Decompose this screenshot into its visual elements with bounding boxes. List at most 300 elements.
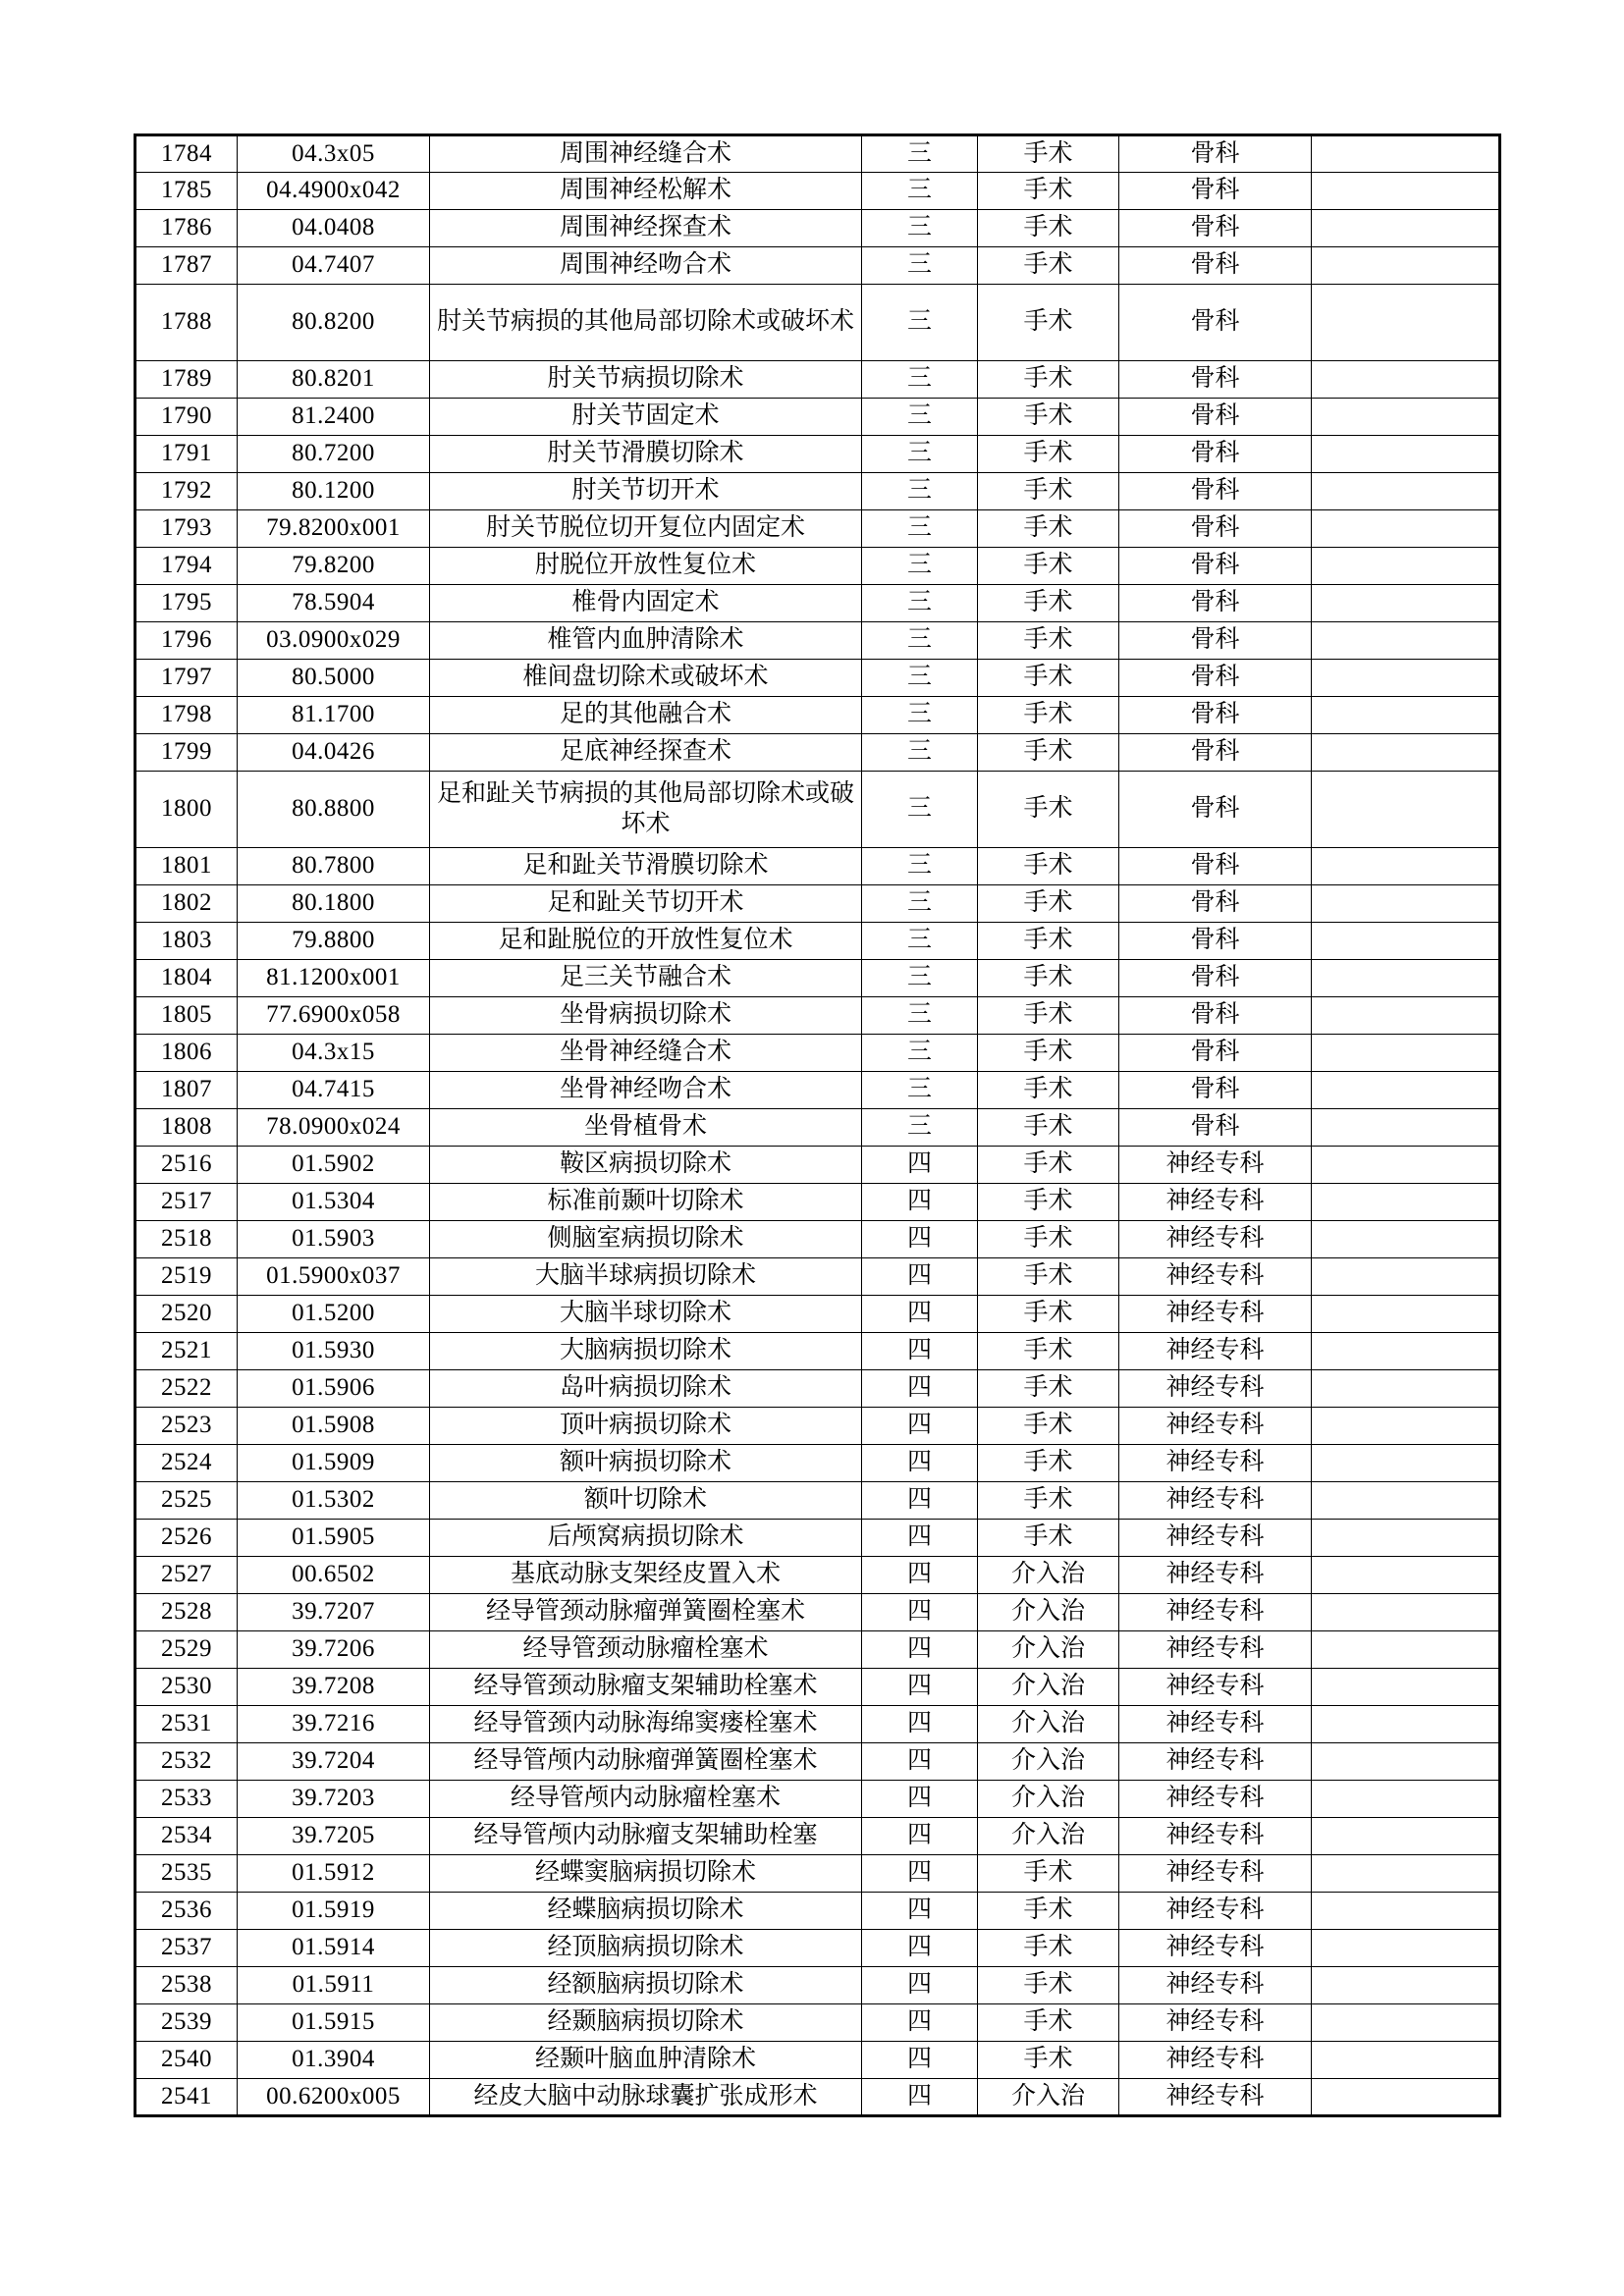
cell-procedure-name: 足的其他融合术	[430, 697, 862, 734]
cell-department: 神经专科	[1119, 1893, 1312, 1930]
cell-remark	[1312, 1930, 1500, 1967]
cell-department: 神经专科	[1119, 1445, 1312, 1482]
table-row	[135, 2004, 1500, 2042]
cell-procedure-code: 01.3904	[238, 2042, 430, 2079]
cell-category: 介入治	[978, 1743, 1119, 1781]
cell-category: 手术	[978, 1184, 1119, 1221]
cell-procedure-code: 00.6200x005	[238, 2079, 430, 2116]
cell-level: 四	[862, 2079, 978, 2116]
cell-procedure-code: 01.5908	[238, 1408, 430, 1445]
table-row	[135, 1818, 1500, 1855]
cell-remark	[1312, 1035, 1500, 1072]
cell-serial-number: 1786	[135, 210, 238, 247]
cell-remark	[1312, 660, 1500, 697]
cell-procedure-name: 经蝶脑病损切除术	[430, 1893, 862, 1930]
cell-department: 骨科	[1119, 285, 1312, 361]
cell-remark	[1312, 510, 1500, 548]
table-row	[135, 436, 1500, 473]
cell-procedure-code: 81.1200x001	[238, 960, 430, 997]
cell-category: 手术	[978, 399, 1119, 436]
cell-level: 三	[862, 1109, 978, 1147]
cell-department: 神经专科	[1119, 1296, 1312, 1333]
cell-level: 三	[862, 997, 978, 1035]
cell-category: 手术	[978, 1408, 1119, 1445]
cell-category: 手术	[978, 1967, 1119, 2004]
cell-category: 介入治	[978, 1631, 1119, 1669]
cell-procedure-code: 80.8201	[238, 361, 430, 399]
cell-serial-number: 1796	[135, 622, 238, 660]
cell-procedure-name: 经导管颅内动脉瘤支架辅助栓塞	[430, 1818, 862, 1855]
table-row	[135, 548, 1500, 585]
cell-serial-number: 2532	[135, 1743, 238, 1781]
table-row	[135, 772, 1500, 848]
cell-serial-number: 2533	[135, 1781, 238, 1818]
cell-procedure-code: 80.5000	[238, 660, 430, 697]
cell-remark	[1312, 285, 1500, 361]
cell-category: 手术	[978, 772, 1119, 848]
cell-department: 骨科	[1119, 510, 1312, 548]
cell-procedure-name: 鞍区病损切除术	[430, 1147, 862, 1184]
cell-level: 三	[862, 247, 978, 285]
cell-procedure-name: 足三关节融合术	[430, 960, 862, 997]
cell-serial-number: 1785	[135, 173, 238, 210]
cell-remark	[1312, 1743, 1500, 1781]
cell-remark	[1312, 1370, 1500, 1408]
table-row	[135, 848, 1500, 885]
cell-procedure-name: 侧脑室病损切除术	[430, 1221, 862, 1258]
cell-serial-number: 2516	[135, 1147, 238, 1184]
cell-level: 四	[862, 1855, 978, 1893]
cell-remark	[1312, 1967, 1500, 2004]
cell-department: 神经专科	[1119, 1333, 1312, 1370]
cell-remark	[1312, 1520, 1500, 1557]
cell-department: 神经专科	[1119, 1781, 1312, 1818]
cell-procedure-code: 04.3x05	[238, 135, 430, 173]
cell-level: 三	[862, 399, 978, 436]
cell-category: 手术	[978, 173, 1119, 210]
table-row	[135, 1893, 1500, 1930]
cell-procedure-code: 80.8800	[238, 772, 430, 848]
cell-category: 手术	[978, 1333, 1119, 1370]
cell-procedure-code: 39.7204	[238, 1743, 430, 1781]
cell-remark	[1312, 1706, 1500, 1743]
table-row	[135, 923, 1500, 960]
cell-department: 骨科	[1119, 210, 1312, 247]
cell-procedure-code: 01.5911	[238, 1967, 430, 2004]
cell-serial-number: 1802	[135, 885, 238, 923]
cell-level: 四	[862, 1221, 978, 1258]
cell-level: 三	[862, 473, 978, 510]
cell-serial-number: 1787	[135, 247, 238, 285]
cell-remark	[1312, 1893, 1500, 1930]
cell-level: 四	[862, 1333, 978, 1370]
cell-department: 神经专科	[1119, 1706, 1312, 1743]
cell-procedure-name: 周围神经缝合术	[430, 135, 862, 173]
cell-serial-number: 1806	[135, 1035, 238, 1072]
cell-level: 四	[862, 1557, 978, 1594]
table-row	[135, 1967, 1500, 2004]
cell-level: 四	[862, 1967, 978, 2004]
cell-serial-number: 1795	[135, 585, 238, 622]
cell-category: 手术	[978, 1370, 1119, 1408]
cell-department: 神经专科	[1119, 1147, 1312, 1184]
cell-serial-number: 2540	[135, 2042, 238, 2079]
cell-serial-number: 1788	[135, 285, 238, 361]
cell-remark	[1312, 399, 1500, 436]
cell-department: 神经专科	[1119, 1930, 1312, 1967]
cell-category: 手术	[978, 361, 1119, 399]
cell-department: 骨科	[1119, 585, 1312, 622]
cell-procedure-code: 01.5902	[238, 1147, 430, 1184]
table-row	[135, 1930, 1500, 1967]
cell-level: 四	[862, 1520, 978, 1557]
table-row	[135, 510, 1500, 548]
cell-serial-number: 2538	[135, 1967, 238, 2004]
cell-serial-number: 1794	[135, 548, 238, 585]
cell-procedure-code: 80.7200	[238, 436, 430, 473]
cell-level: 三	[862, 285, 978, 361]
cell-procedure-code: 81.2400	[238, 399, 430, 436]
cell-level: 四	[862, 1370, 978, 1408]
table-row	[135, 285, 1500, 361]
cell-procedure-code: 03.0900x029	[238, 622, 430, 660]
cell-serial-number: 1792	[135, 473, 238, 510]
table-row	[135, 1035, 1500, 1072]
cell-remark	[1312, 1109, 1500, 1147]
cell-procedure-code: 80.8200	[238, 285, 430, 361]
cell-department: 神经专科	[1119, 2079, 1312, 2116]
cell-department: 骨科	[1119, 1072, 1312, 1109]
cell-category: 介入治	[978, 1818, 1119, 1855]
table-row	[135, 361, 1500, 399]
cell-level: 四	[862, 1743, 978, 1781]
cell-category: 手术	[978, 1520, 1119, 1557]
cell-serial-number: 1808	[135, 1109, 238, 1147]
cell-procedure-name: 经导管颈内动脉海绵窦瘘栓塞术	[430, 1706, 862, 1743]
cell-level: 三	[862, 436, 978, 473]
cell-procedure-code: 01.5914	[238, 1930, 430, 1967]
cell-procedure-name: 顶叶病损切除术	[430, 1408, 862, 1445]
cell-department: 神经专科	[1119, 1258, 1312, 1296]
cell-procedure-code: 01.5909	[238, 1445, 430, 1482]
cell-category: 手术	[978, 1855, 1119, 1893]
cell-level: 三	[862, 210, 978, 247]
cell-procedure-name: 大脑病损切除术	[430, 1333, 862, 1370]
cell-procedure-code: 01.5905	[238, 1520, 430, 1557]
cell-serial-number: 1791	[135, 436, 238, 473]
cell-procedure-code: 04.7407	[238, 247, 430, 285]
cell-remark	[1312, 923, 1500, 960]
cell-serial-number: 2518	[135, 1221, 238, 1258]
table-row	[135, 960, 1500, 997]
table-row	[135, 1520, 1500, 1557]
table-row	[135, 1109, 1500, 1147]
cell-procedure-code: 01.5906	[238, 1370, 430, 1408]
table-row	[135, 734, 1500, 772]
cell-department: 骨科	[1119, 697, 1312, 734]
cell-serial-number: 2524	[135, 1445, 238, 1482]
cell-level: 四	[862, 2004, 978, 2042]
cell-category: 手术	[978, 885, 1119, 923]
cell-procedure-name: 经颞脑病损切除术	[430, 2004, 862, 2042]
cell-category: 手术	[978, 548, 1119, 585]
table-row	[135, 1296, 1500, 1333]
cell-remark	[1312, 1072, 1500, 1109]
cell-remark	[1312, 1258, 1500, 1296]
cell-category: 手术	[978, 247, 1119, 285]
cell-procedure-name: 坐骨神经吻合术	[430, 1072, 862, 1109]
cell-department: 骨科	[1119, 772, 1312, 848]
cell-procedure-code: 01.5919	[238, 1893, 430, 1930]
cell-level: 三	[862, 173, 978, 210]
table-row	[135, 1743, 1500, 1781]
cell-serial-number: 2529	[135, 1631, 238, 1669]
cell-category: 介入治	[978, 1594, 1119, 1631]
cell-procedure-code: 80.1800	[238, 885, 430, 923]
cell-procedure-name: 足和趾脱位的开放性复位术	[430, 923, 862, 960]
cell-category: 手术	[978, 1296, 1119, 1333]
cell-department: 骨科	[1119, 399, 1312, 436]
cell-level: 三	[862, 361, 978, 399]
cell-level: 三	[862, 734, 978, 772]
cell-category: 手术	[978, 1893, 1119, 1930]
table-row	[135, 473, 1500, 510]
cell-procedure-name: 经导管颅内动脉瘤栓塞术	[430, 1781, 862, 1818]
cell-category: 手术	[978, 1072, 1119, 1109]
cell-procedure-name: 肘关节滑膜切除术	[430, 436, 862, 473]
cell-remark	[1312, 135, 1500, 173]
cell-procedure-name: 足和趾关节滑膜切除术	[430, 848, 862, 885]
cell-category: 手术	[978, 210, 1119, 247]
cell-procedure-code: 79.8200	[238, 548, 430, 585]
cell-procedure-code: 39.7216	[238, 1706, 430, 1743]
table-row	[135, 1631, 1500, 1669]
table-row	[135, 1781, 1500, 1818]
cell-procedure-code: 01.5302	[238, 1482, 430, 1520]
cell-level: 三	[862, 135, 978, 173]
cell-remark	[1312, 2042, 1500, 2079]
cell-level: 四	[862, 1594, 978, 1631]
cell-serial-number: 1784	[135, 135, 238, 173]
cell-procedure-name: 肘关节病损的其他局部切除术或破坏术	[430, 285, 862, 361]
cell-serial-number: 1797	[135, 660, 238, 697]
cell-department: 神经专科	[1119, 2042, 1312, 2079]
cell-remark	[1312, 1445, 1500, 1482]
cell-serial-number: 1789	[135, 361, 238, 399]
table-row	[135, 1258, 1500, 1296]
cell-procedure-code: 04.0426	[238, 734, 430, 772]
cell-serial-number: 2530	[135, 1669, 238, 1706]
cell-level: 四	[862, 1930, 978, 1967]
cell-department: 骨科	[1119, 135, 1312, 173]
cell-procedure-code: 80.1200	[238, 473, 430, 510]
cell-department: 神经专科	[1119, 1743, 1312, 1781]
cell-level: 四	[862, 1296, 978, 1333]
cell-serial-number: 2526	[135, 1520, 238, 1557]
cell-procedure-name: 周围神经吻合术	[430, 247, 862, 285]
table-row	[135, 1147, 1500, 1184]
cell-category: 手术	[978, 960, 1119, 997]
cell-level: 四	[862, 1147, 978, 1184]
cell-department: 神经专科	[1119, 1669, 1312, 1706]
table-row	[135, 1408, 1500, 1445]
cell-procedure-code: 80.7800	[238, 848, 430, 885]
cell-level: 三	[862, 848, 978, 885]
cell-procedure-name: 经导管颈动脉瘤栓塞术	[430, 1631, 862, 1669]
cell-department: 骨科	[1119, 361, 1312, 399]
cell-category: 手术	[978, 1147, 1119, 1184]
cell-level: 四	[862, 1818, 978, 1855]
cell-remark	[1312, 772, 1500, 848]
cell-serial-number: 2535	[135, 1855, 238, 1893]
cell-serial-number: 2536	[135, 1893, 238, 1930]
cell-department: 神经专科	[1119, 1482, 1312, 1520]
cell-procedure-code: 04.0408	[238, 210, 430, 247]
cell-procedure-code: 78.0900x024	[238, 1109, 430, 1147]
cell-procedure-name: 经皮大脑中动脉球囊扩张成形术	[430, 2079, 862, 2116]
cell-procedure-name: 大脑半球切除术	[430, 1296, 862, 1333]
cell-category: 手术	[978, 697, 1119, 734]
cell-level: 四	[862, 1669, 978, 1706]
cell-category: 手术	[978, 436, 1119, 473]
cell-level: 四	[862, 1781, 978, 1818]
cell-category: 手术	[978, 923, 1119, 960]
cell-serial-number: 2531	[135, 1706, 238, 1743]
cell-serial-number: 1798	[135, 697, 238, 734]
table-row	[135, 135, 1500, 173]
cell-category: 介入治	[978, 1706, 1119, 1743]
cell-remark	[1312, 1781, 1500, 1818]
table-row	[135, 2079, 1500, 2116]
table-row	[135, 1669, 1500, 1706]
cell-category: 手术	[978, 135, 1119, 173]
cell-level: 四	[862, 1445, 978, 1482]
cell-level: 三	[862, 1035, 978, 1072]
cell-category: 手术	[978, 1109, 1119, 1147]
cell-level: 三	[862, 510, 978, 548]
cell-serial-number: 1807	[135, 1072, 238, 1109]
cell-department: 骨科	[1119, 1035, 1312, 1072]
cell-procedure-code: 01.5304	[238, 1184, 430, 1221]
cell-serial-number: 2525	[135, 1482, 238, 1520]
cell-procedure-name: 足和趾关节切开术	[430, 885, 862, 923]
cell-remark	[1312, 997, 1500, 1035]
cell-category: 手术	[978, 510, 1119, 548]
cell-remark	[1312, 1557, 1500, 1594]
cell-procedure-code: 01.5912	[238, 1855, 430, 1893]
table-row	[135, 1072, 1500, 1109]
cell-remark	[1312, 1855, 1500, 1893]
cell-department: 骨科	[1119, 473, 1312, 510]
cell-remark	[1312, 361, 1500, 399]
cell-department: 神经专科	[1119, 2004, 1312, 2042]
cell-procedure-name: 后颅窝病损切除术	[430, 1520, 862, 1557]
cell-department: 骨科	[1119, 997, 1312, 1035]
cell-category: 手术	[978, 1445, 1119, 1482]
cell-category: 手术	[978, 585, 1119, 622]
cell-department: 神经专科	[1119, 1520, 1312, 1557]
cell-category: 手术	[978, 734, 1119, 772]
cell-procedure-name: 周围神经探查术	[430, 210, 862, 247]
cell-procedure-code: 00.6502	[238, 1557, 430, 1594]
cell-department: 骨科	[1119, 173, 1312, 210]
cell-department: 骨科	[1119, 548, 1312, 585]
cell-department: 骨科	[1119, 960, 1312, 997]
cell-procedure-name: 经导管颈动脉瘤支架辅助栓塞术	[430, 1669, 862, 1706]
cell-remark	[1312, 173, 1500, 210]
cell-level: 三	[862, 772, 978, 848]
cell-department: 骨科	[1119, 885, 1312, 923]
table-row	[135, 1370, 1500, 1408]
cell-procedure-name: 大脑半球病损切除术	[430, 1258, 862, 1296]
cell-procedure-name: 额叶切除术	[430, 1482, 862, 1520]
cell-remark	[1312, 697, 1500, 734]
table-row	[135, 1333, 1500, 1370]
cell-category: 介入治	[978, 2079, 1119, 2116]
cell-remark	[1312, 1631, 1500, 1669]
cell-department: 骨科	[1119, 734, 1312, 772]
table-row	[135, 1482, 1500, 1520]
cell-serial-number: 2537	[135, 1930, 238, 1967]
table-row	[135, 885, 1500, 923]
cell-category: 手术	[978, 2042, 1119, 2079]
cell-remark	[1312, 734, 1500, 772]
table-row	[135, 1594, 1500, 1631]
surgical-procedure-table	[134, 133, 1501, 2117]
cell-department: 神经专科	[1119, 1184, 1312, 1221]
cell-procedure-name: 标准前颞叶切除术	[430, 1184, 862, 1221]
cell-procedure-name: 坐骨神经缝合术	[430, 1035, 862, 1072]
cell-procedure-name: 肘关节脱位切开复位内固定术	[430, 510, 862, 548]
cell-level: 三	[862, 622, 978, 660]
cell-remark	[1312, 210, 1500, 247]
table-row	[135, 1706, 1500, 1743]
cell-level: 三	[862, 660, 978, 697]
table-container	[134, 133, 1498, 2117]
cell-procedure-name: 椎间盘切除术或破坏术	[430, 660, 862, 697]
cell-procedure-name: 岛叶病损切除术	[430, 1370, 862, 1408]
cell-category: 手术	[978, 622, 1119, 660]
cell-department: 骨科	[1119, 848, 1312, 885]
cell-procedure-name: 椎骨内固定术	[430, 585, 862, 622]
table-row	[135, 997, 1500, 1035]
cell-remark	[1312, 1221, 1500, 1258]
cell-department: 骨科	[1119, 1109, 1312, 1147]
cell-serial-number: 2520	[135, 1296, 238, 1333]
cell-remark	[1312, 247, 1500, 285]
cell-procedure-code: 78.5904	[238, 585, 430, 622]
table-row	[135, 1445, 1500, 1482]
cell-remark	[1312, 1818, 1500, 1855]
cell-department: 神经专科	[1119, 1221, 1312, 1258]
cell-category: 手术	[978, 1930, 1119, 1967]
cell-category: 介入治	[978, 1669, 1119, 1706]
cell-serial-number: 2539	[135, 2004, 238, 2042]
cell-serial-number: 2528	[135, 1594, 238, 1631]
cell-procedure-name: 经导管颅内动脉瘤弹簧圈栓塞术	[430, 1743, 862, 1781]
cell-department: 神经专科	[1119, 1408, 1312, 1445]
cell-level: 三	[862, 923, 978, 960]
cell-remark	[1312, 848, 1500, 885]
cell-level: 四	[862, 1893, 978, 1930]
cell-level: 四	[862, 1408, 978, 1445]
cell-procedure-code: 39.7207	[238, 1594, 430, 1631]
cell-department: 骨科	[1119, 622, 1312, 660]
cell-serial-number: 2527	[135, 1557, 238, 1594]
cell-procedure-code: 01.5915	[238, 2004, 430, 2042]
cell-category: 介入治	[978, 1781, 1119, 1818]
cell-remark	[1312, 1184, 1500, 1221]
